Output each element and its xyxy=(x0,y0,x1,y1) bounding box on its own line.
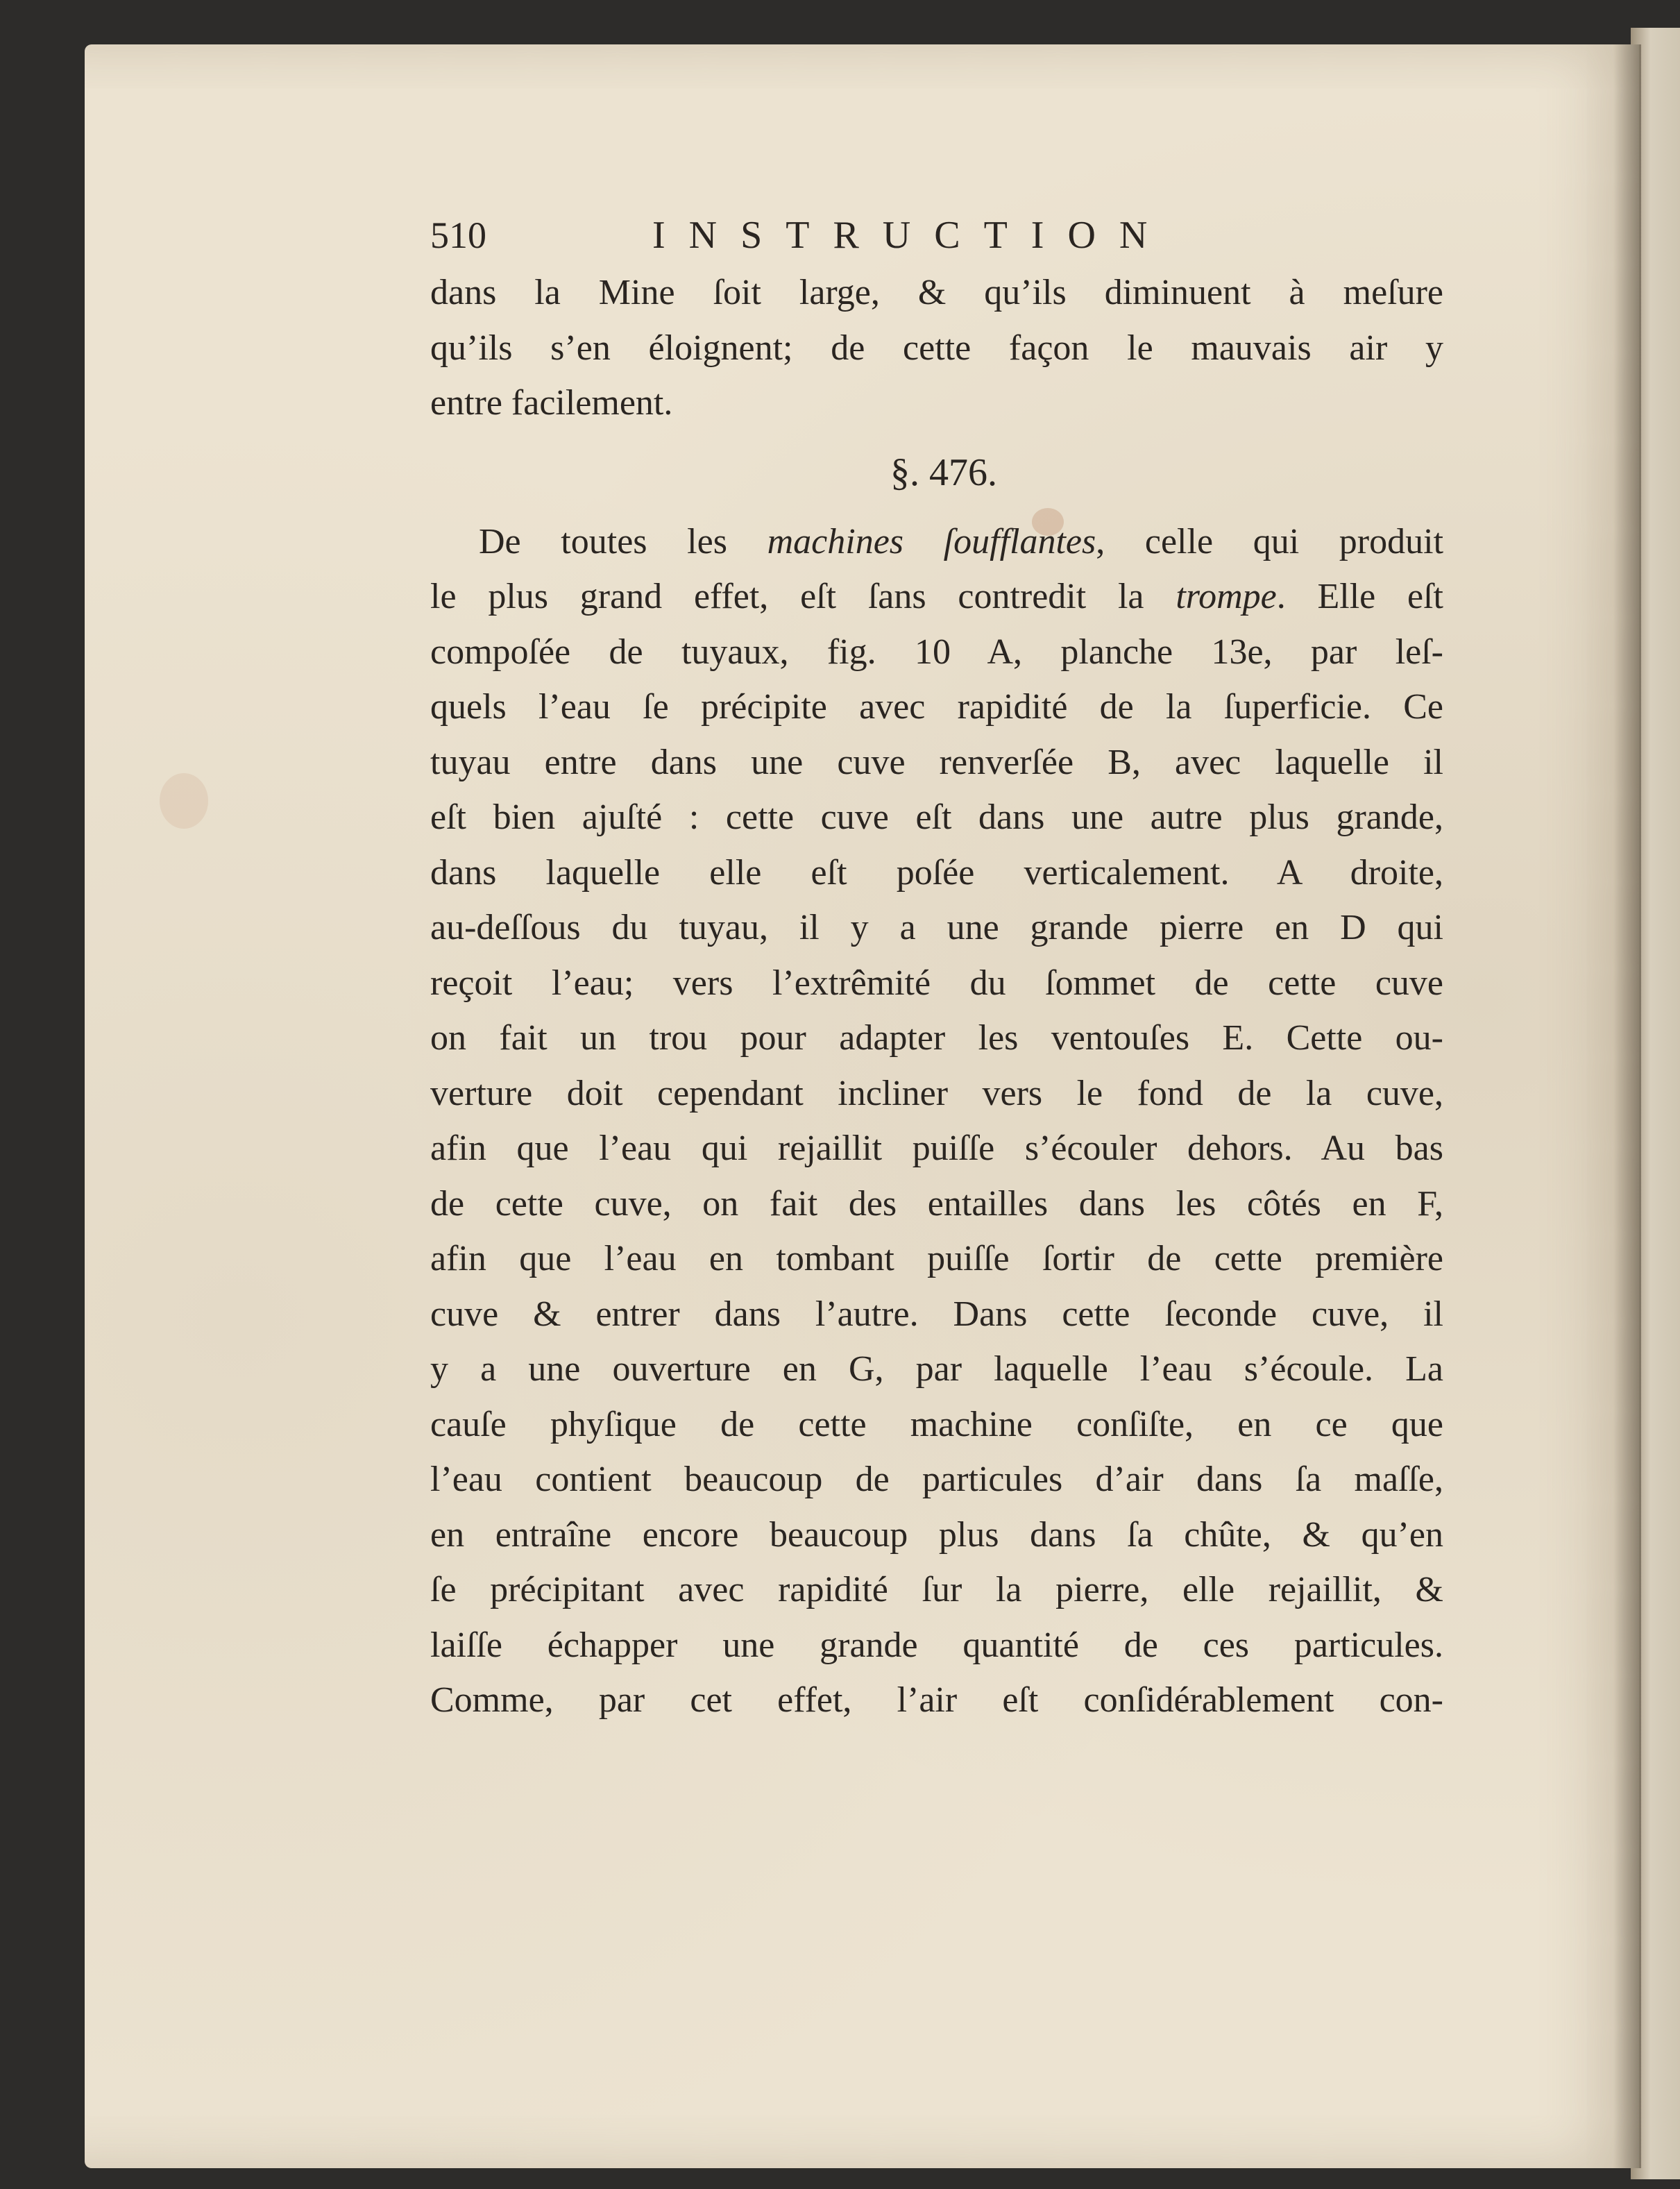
text-line: ſe précipitant avec rapidité ſur la pierre, elle rejaillit, & xyxy=(430,1570,1443,1609)
page-text xyxy=(430,208,1443,1728)
text-run: le plus grand effet, eſt ſans contredit la xyxy=(430,577,1176,616)
text-line: qu’ils s’en éloignent; de cette façon le mauvais air y xyxy=(430,328,1443,368)
text-line: compoſée de tuyaux, fig. 10 A, planche 13e, par leſ- xyxy=(430,632,1443,672)
text-line: afin que l’eau en tombant puiſſe ſortir de cette première xyxy=(430,1239,1443,1278)
text-line: cuve & entrer dans l’autre. Dans cette ſeconde cuve, il xyxy=(430,1294,1443,1334)
text-line: afin que l’eau qui rejaillit puiſſe s’écouler dehors. Au bas xyxy=(430,1129,1443,1168)
text-line: Comme, par cet effet, l’air eſt conſidérablement con- xyxy=(430,1680,1443,1720)
page-gutter-shadow xyxy=(1613,44,1641,2168)
running-title: INSTRUCTION xyxy=(652,214,1171,257)
text-line: tuyau entre dans une cuve renverſée B, avec laquelle il xyxy=(430,742,1443,782)
text-line: en entraîne encore beaucoup plus dans ſa chûte, & qu’en xyxy=(430,1514,1443,1555)
text-line: y a une ouverture en G, par laquelle l’eau s’écoule. La xyxy=(430,1349,1443,1389)
text-line: de cette cuve, on fait des entailles dans les côtés en F, xyxy=(430,1183,1443,1224)
text-line: entre facilement. xyxy=(430,383,673,423)
paper-stain xyxy=(160,773,208,829)
italic-term: machines ſoufflantes xyxy=(767,521,1096,561)
text-run: . Elle eſt xyxy=(1276,577,1443,616)
text-line: eſt bien ajuſté : cette cuve eſt dans une autre plus grande, xyxy=(430,797,1443,837)
text-line: verture doit cependant incliner vers le fond de la cuve, xyxy=(430,1073,1443,1113)
text-line: au-deſſous du tuyau, il y a une grande pierre en D qui xyxy=(430,908,1443,947)
text-line: reçoit l’eau; vers l’extrêmité du ſommet de cette cuve xyxy=(430,963,1443,1003)
text-line: quels l’eau ſe précipite avec rapidité de la ſuperficie. Ce xyxy=(430,687,1443,727)
text-line: cauſe phyſique de cette machine conſiſte, en ce que xyxy=(430,1404,1443,1444)
text-line: dans laquelle elle eſt poſée verticalement. A droite, xyxy=(430,852,1443,893)
text-run: , celle qui produit xyxy=(1096,521,1444,561)
text-line xyxy=(430,514,1443,570)
section-number: §. 476. xyxy=(890,450,997,494)
text-line xyxy=(430,569,1443,625)
italic-term: trompe xyxy=(1176,577,1277,616)
text-line: on fait un trou pour adapter les ventouſes E. Cette ou- xyxy=(430,1018,1443,1058)
text-line: laiſſe échapper une grande quantité de ces particules. xyxy=(430,1625,1443,1665)
running-head xyxy=(430,208,1443,265)
text-run: De toutes les xyxy=(479,521,767,561)
text-line: dans la Mine ſoit large, & qu’ils diminuent à meſure xyxy=(430,273,1443,312)
text-line: l’eau contient beaucoup de particules d’air dans ſa maſſe, xyxy=(430,1460,1443,1499)
page-number: 510 xyxy=(430,214,486,256)
